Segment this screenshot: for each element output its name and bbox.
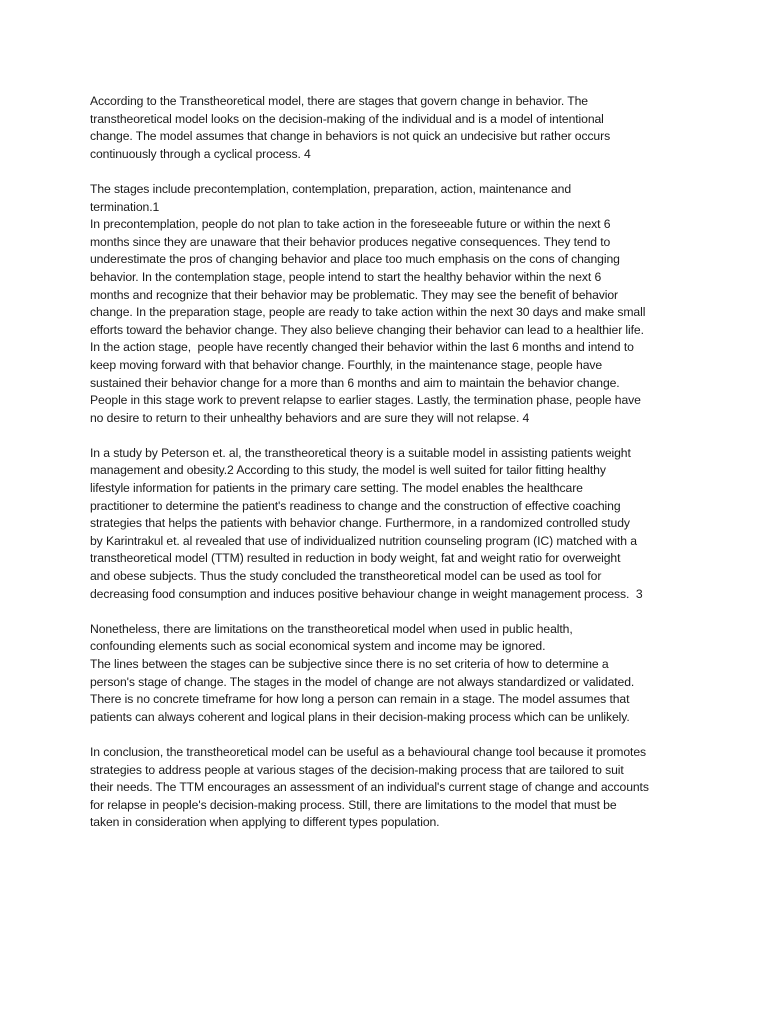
paragraph-stages bbox=[90, 181, 680, 427]
text-line: The stages include precontemplation, contemplation, preparation, action, maintenance and bbox=[90, 181, 572, 196]
text-line: In conclusion, the transtheoretical model can be useful as a behavioural change tool because it promotes bbox=[90, 744, 646, 759]
text-line: decreasing food consumption and induces positive behaviour change in weight management process. 3 bbox=[90, 586, 643, 601]
text-line: person's stage of change. The stages in the model of change are not always standardized or validated. bbox=[90, 674, 635, 689]
paragraph-conclusion bbox=[90, 744, 680, 832]
text-line: months and recognize that their behavior may be problematic. They may see the benefit of behavior bbox=[90, 287, 618, 302]
text-line: The lines between the stages can be subjective since there is no set criteria of how to determine a bbox=[90, 657, 609, 671]
text-line: behavior. In the contemplation stage, people intend to start the healthy behavior within the next 6 bbox=[90, 269, 602, 284]
text-line: their needs. The TTM encourages an assessment of an individual's current stage of change and accounts bbox=[90, 780, 649, 795]
text-line: transtheoretical model (TTM) resulted in reduction in body weight, fat and weight ratio for overweight bbox=[90, 551, 621, 566]
text-line: no desire to return to their unhealthy behaviors and are sure they will not relapse. 4 bbox=[90, 410, 530, 425]
text-line: lifestyle information for patients in the primary care setting. The model enables the healthcare bbox=[90, 481, 583, 496]
paragraph-introduction bbox=[90, 93, 680, 163]
text-line: strategies that helps the patients with behavior change. Furthermore, in a randomized controlled study bbox=[90, 516, 630, 531]
text-line: by Karintrakul et. al revealed that use of individualized nutrition counseling program (IC) matched with a bbox=[90, 533, 637, 548]
text-line: transtheoretical model looks on the decision-making of the individual and is a model of intentional bbox=[90, 111, 604, 126]
text-line: practitioner to determine the patient's readiness to change and the construction of effective coaching bbox=[90, 498, 621, 513]
text-line: Nonetheless, there are limitations on the transtheoretical model when used in public health, bbox=[90, 621, 573, 636]
text-line: termination.1 bbox=[90, 199, 160, 214]
text-line: management and obesity.2 According to this study, the model is well suited for tailor fitting healthy bbox=[90, 463, 606, 478]
text-line: efforts toward the behavior change. They also believe changing their behavior can lead to a healthier life. bbox=[90, 322, 644, 337]
text-line: change. In the preparation stage, people are ready to take action within the next 30 days and make small bbox=[90, 305, 646, 320]
text-line: underestimate the pros of changing behavior and place too much emphasis on the cons of changing bbox=[90, 252, 620, 267]
text-line: People in this stage work to prevent relapse to earlier stages. Lastly, the termination phase, people have bbox=[90, 393, 641, 408]
text-line: and obese subjects. Thus the study concluded the transtheoretical model can be used as tool for bbox=[90, 569, 602, 584]
text-line: keep moving forward with that behavior change. Fourthly, in the maintenance stage, people have bbox=[90, 357, 603, 372]
document-body bbox=[90, 93, 680, 850]
text-line: change. The model assumes that change in behaviors is not quick an undecisive but rather occurs bbox=[90, 129, 611, 144]
text-line: confounding elements such as social economical system and income may be ignored. bbox=[90, 639, 546, 654]
text-line: According to the Transtheoretical model, there are stages that govern change in behavior. The bbox=[90, 94, 588, 108]
text-line: continuously through a cyclical process. 4 bbox=[90, 146, 311, 161]
paragraph-study bbox=[90, 445, 680, 603]
text-line: for relapse in people's decision-making process. Still, there are limitations to the model that must be bbox=[90, 797, 617, 812]
paragraph-limitations bbox=[90, 621, 680, 727]
text-line: There is no concrete timeframe for how long a person can remain in a stage. The model assumes that bbox=[90, 692, 630, 707]
text-line: months since they are unaware that their behavior produces negative consequences. They tend to bbox=[90, 234, 611, 249]
text-line: sustained their behavior change for a more than 6 months and aim to maintain the behavior change. bbox=[90, 375, 620, 390]
text-line: patients can always coherent and logical plans in their decision-making process which can be unlikely. bbox=[90, 709, 630, 724]
text-line: In a study by Peterson et. al, the transtheoretical theory is a suitable model in assisting patients weight bbox=[90, 445, 631, 460]
text-line: taken in consideration when applying to different types population. bbox=[90, 815, 440, 830]
text-line: In precontemplation, people do not plan to take action in the foreseeable future or within the next 6 bbox=[90, 217, 611, 232]
text-line: strategies to address people at various stages of the decision-making process that are tailored to suit bbox=[90, 762, 624, 777]
text-line: In the action stage, people have recently changed their behavior within the last 6 months and intend to bbox=[90, 340, 634, 355]
